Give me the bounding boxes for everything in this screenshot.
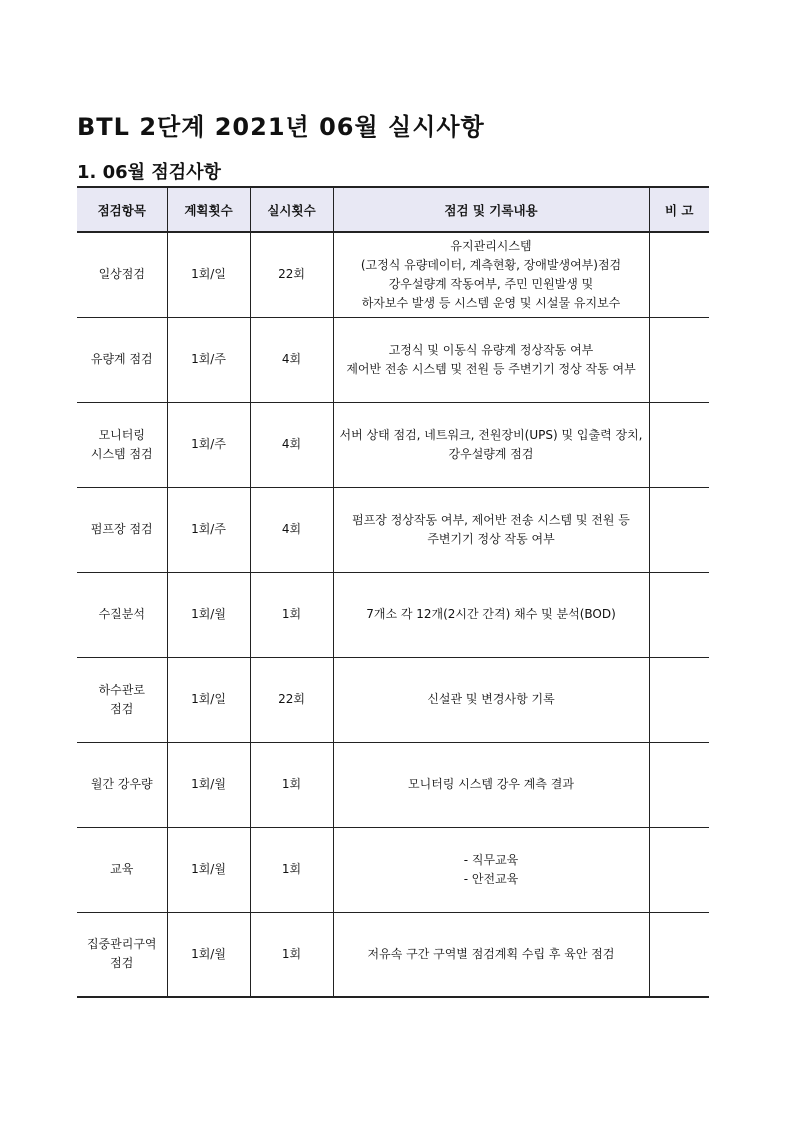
cell-item bbox=[77, 912, 167, 997]
cell-content-line: 모니터링 시스템 강우 계측 결과 bbox=[408, 777, 574, 791]
cell-actual: 1회 bbox=[250, 572, 333, 657]
cell-content-line: 주변기기 정상 작동 여부 bbox=[427, 531, 555, 546]
header-row bbox=[77, 187, 709, 232]
cell-item bbox=[77, 827, 167, 912]
cell-content-line: 7개소 각 12개(2시간 간격) 채수 및 분석(BOD) bbox=[366, 607, 616, 621]
cell-content bbox=[333, 572, 649, 657]
cell-planned: 1회/주 bbox=[167, 317, 250, 402]
cell-note bbox=[649, 487, 709, 572]
header-actual: 실시횟수 bbox=[250, 187, 333, 232]
cell-planned: 1회/주 bbox=[167, 487, 250, 572]
cell-item-line: 교육 bbox=[110, 862, 134, 876]
cell-note bbox=[649, 317, 709, 402]
cell-item bbox=[77, 572, 167, 657]
header-item: 점검항목 bbox=[77, 187, 167, 232]
cell-content bbox=[333, 402, 649, 487]
inspection-table bbox=[77, 186, 709, 998]
cell-content bbox=[333, 742, 649, 827]
cell-actual: 4회 bbox=[250, 487, 333, 572]
cell-content-line: 저유속 구간 구역별 점검계획 수립 후 육안 점검 bbox=[367, 946, 615, 961]
cell-content-line: 제어반 전송 시스템 및 전원 등 주변기기 정상 작동 여부 bbox=[346, 361, 636, 376]
cell-content-line: (고정식 유량데이터, 계측현황, 장애발생여부)점검 bbox=[360, 257, 622, 272]
cell-content bbox=[333, 827, 649, 912]
cell-content-line: 펌프장 정상작동 여부, 제어반 전송 시스템 및 전원 등 bbox=[352, 512, 630, 527]
cell-item-line: 일상점검 bbox=[98, 267, 145, 282]
cell-planned: 1회/주 bbox=[167, 402, 250, 487]
table-row bbox=[77, 317, 709, 402]
table-row bbox=[77, 402, 709, 487]
cell-actual: 1회 bbox=[250, 912, 333, 997]
cell-content bbox=[333, 657, 649, 742]
table-row bbox=[77, 572, 709, 657]
header-note: 비 고 bbox=[649, 187, 709, 232]
table-header bbox=[77, 187, 709, 232]
cell-planned: 1회/월 bbox=[167, 742, 250, 827]
cell-content bbox=[333, 232, 649, 317]
cell-content bbox=[333, 487, 649, 572]
cell-item-line: 하수관로 bbox=[98, 682, 145, 697]
table-row bbox=[77, 912, 709, 997]
cell-item-line: 펌프장 점검 bbox=[90, 522, 153, 536]
cell-item-line: 시스템 점검 bbox=[90, 446, 153, 461]
cell-note bbox=[649, 912, 709, 997]
cell-content-line: - 직무교육 bbox=[463, 852, 519, 867]
cell-content-line: 고정식 및 이동식 유량계 정상작동 여부 bbox=[388, 342, 594, 357]
cell-content-line: 강우설량계 작동여부, 주민 민원발생 및 bbox=[388, 276, 594, 291]
header-planned: 계획횟수 bbox=[167, 187, 250, 232]
cell-item-line: 점검 bbox=[110, 956, 134, 971]
cell-item-line: 유량계 점검 bbox=[90, 352, 153, 366]
cell-content bbox=[333, 912, 649, 997]
cell-content bbox=[333, 317, 649, 402]
table-body bbox=[77, 232, 709, 997]
cell-content-line: 유지관리시스템 bbox=[450, 238, 532, 253]
table-row bbox=[77, 487, 709, 572]
cell-actual: 1회 bbox=[250, 742, 333, 827]
cell-item-line: 월간 강우량 bbox=[90, 777, 153, 791]
cell-item-line: 수질분석 bbox=[98, 607, 145, 621]
cell-content-line: 서버 상태 점검, 네트워크, 전원장비(UPS) 및 입출력 장치, bbox=[339, 427, 643, 442]
cell-item-line: 모니터링 bbox=[98, 427, 145, 442]
cell-content-line: - 안전교육 bbox=[463, 871, 519, 886]
cell-item-line: 점검 bbox=[110, 701, 134, 716]
cell-item bbox=[77, 742, 167, 827]
cell-actual: 22회 bbox=[250, 657, 333, 742]
header-content: 점검 및 기록내용 bbox=[333, 187, 649, 232]
cell-note bbox=[649, 402, 709, 487]
cell-planned: 1회/일 bbox=[167, 232, 250, 317]
cell-note bbox=[649, 742, 709, 827]
cell-actual: 22회 bbox=[250, 232, 333, 317]
table-row bbox=[77, 827, 709, 912]
cell-note bbox=[649, 232, 709, 317]
cell-item bbox=[77, 657, 167, 742]
cell-content-line: 신설관 및 변경사항 기록 bbox=[427, 692, 555, 706]
cell-item bbox=[77, 317, 167, 402]
cell-planned: 1회/일 bbox=[167, 657, 250, 742]
cell-item bbox=[77, 487, 167, 572]
table-row bbox=[77, 742, 709, 827]
cell-planned: 1회/월 bbox=[167, 572, 250, 657]
table-row bbox=[77, 657, 709, 742]
cell-content-line: 하자보수 발생 등 시스템 운영 및 시설물 유지보수 bbox=[361, 295, 621, 310]
cell-note bbox=[649, 572, 709, 657]
cell-note bbox=[649, 657, 709, 742]
cell-content-line: 강우설량계 점검 bbox=[448, 446, 534, 461]
document-title: BTL 2단계 2021년 06월 실시사항 bbox=[77, 113, 485, 141]
cell-planned: 1회/월 bbox=[167, 827, 250, 912]
cell-note bbox=[649, 827, 709, 912]
cell-item bbox=[77, 402, 167, 487]
cell-actual: 4회 bbox=[250, 317, 333, 402]
section-title: 1. 06월 점검사항 bbox=[77, 162, 221, 183]
cell-actual: 1회 bbox=[250, 827, 333, 912]
cell-item bbox=[77, 232, 167, 317]
cell-planned: 1회/월 bbox=[167, 912, 250, 997]
cell-item-line: 집중관리구역 bbox=[86, 937, 157, 952]
cell-actual: 4회 bbox=[250, 402, 333, 487]
table-row bbox=[77, 232, 709, 317]
